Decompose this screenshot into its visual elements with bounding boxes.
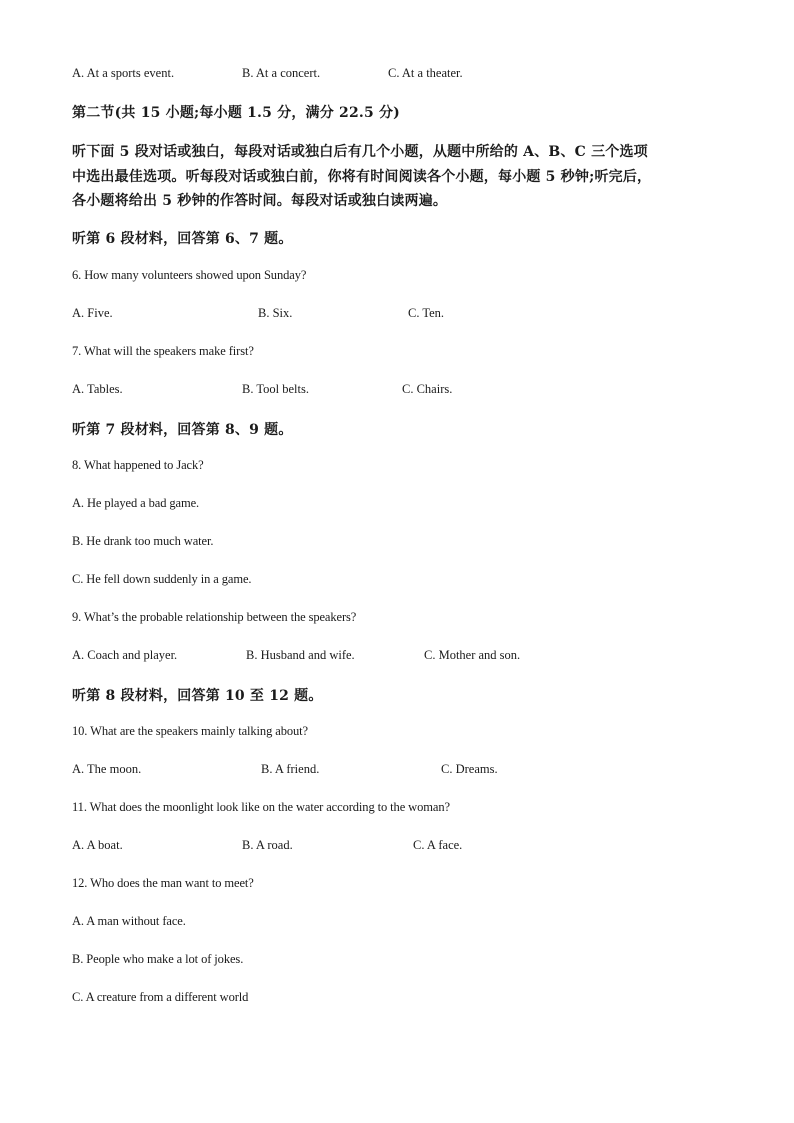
option-c: C. At a theater. — [388, 66, 463, 80]
option-c: C. A face. — [413, 838, 463, 852]
question-text: 12. Who does the man want to meet? — [72, 876, 254, 890]
option-b: B. Husband and wife. — [246, 648, 355, 662]
option-b: B. At a concert. — [242, 66, 321, 80]
instruction-line: 中选出最佳选项。听每段对话或独白前，你将有时间阅读各个小题，每小题 5 秒钟;听完后， — [72, 169, 652, 185]
group-heading: 听第 6 段材料，回答第 6、7 题。 — [72, 231, 293, 247]
option-a: A. Coach and player. — [72, 648, 178, 662]
option-a: A. At a sports event. — [72, 66, 175, 80]
question-text: 6. How many volunteers showed upon Sunday? — [72, 268, 307, 282]
question-text: 8. What happened to Jack? — [72, 458, 204, 472]
option-a: A. Tables. — [72, 382, 123, 396]
option-a: A. A boat. — [72, 838, 123, 852]
option-a: A. He played a bad game. — [72, 496, 200, 510]
option-b: B. People who make a lot of jokes. — [72, 952, 244, 966]
instruction-line: 听下面 5 段对话或独白，每段对话或独白后有几个小题，从题中所给的 A、B、C 三个选项 — [72, 144, 648, 160]
option-c: C. Dreams. — [441, 762, 498, 776]
option-b: B. Six. — [258, 306, 293, 320]
instruction-line: 各小题将给出 5 秒钟的作答时间。每段对话或独白读两遍。 — [72, 193, 448, 209]
group-heading: 听第 8 段材料，回答第 10 至 12 题。 — [72, 688, 323, 704]
section-title: 第二节(共 15 小题;每小题 1.5 分，满分 22.5 分) — [72, 105, 400, 121]
group-heading: 听第 7 段材料，回答第 8、9 题。 — [72, 422, 293, 438]
option-c: C. Mother and son. — [424, 648, 521, 662]
option-c: C. A creature from a different world — [72, 990, 249, 1004]
option-b: B. Tool belts. — [242, 382, 309, 396]
option-c: C. Chairs. — [402, 382, 453, 396]
option-b: B. He drank too much water. — [72, 534, 214, 548]
question-text: 7. What will the speakers make first? — [72, 344, 254, 358]
option-c: C. Ten. — [408, 306, 445, 320]
option-a: A. A man without face. — [72, 914, 186, 928]
option-a: A. Five. — [72, 306, 113, 320]
option-b: B. A road. — [242, 838, 293, 852]
question-text: 11. What does the moonlight look like on the water according to the woman? — [72, 800, 450, 814]
question-text: 9. What’s the probable relationship between the speakers? — [72, 610, 357, 624]
option-a: A. The moon. — [72, 762, 142, 776]
question-text: 10. What are the speakers mainly talking about? — [72, 724, 308, 738]
option-b: B. A friend. — [261, 762, 320, 776]
option-c: C. He fell down suddenly in a game. — [72, 572, 252, 586]
